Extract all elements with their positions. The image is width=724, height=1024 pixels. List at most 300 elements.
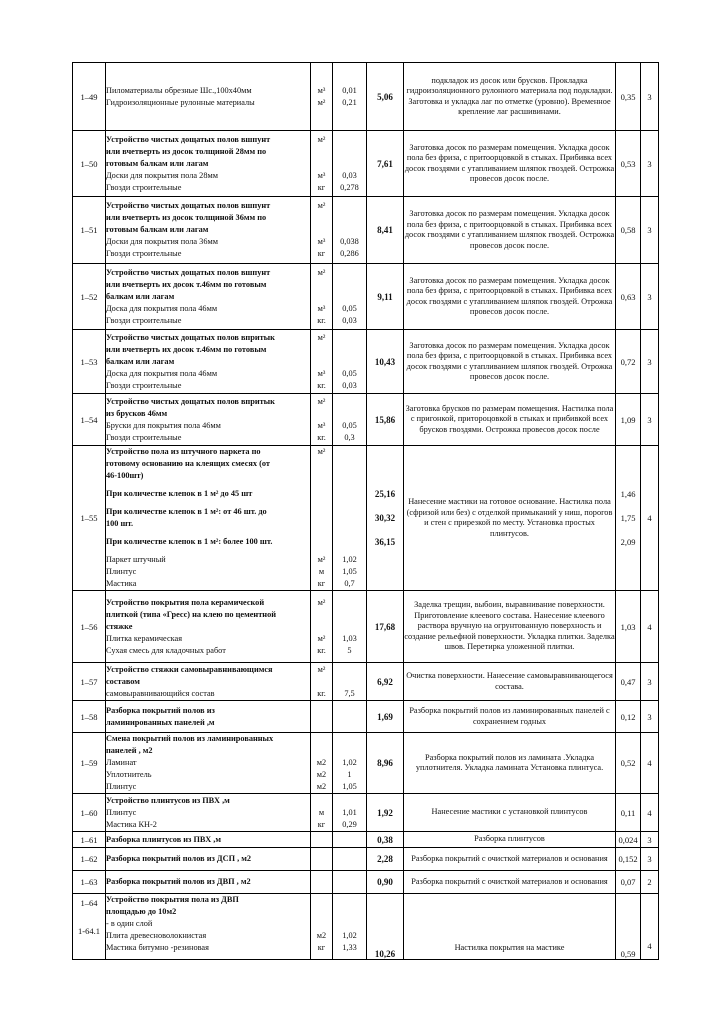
worker-category: 3	[641, 264, 659, 330]
unit-value	[311, 853, 332, 865]
quantity-lines	[333, 134, 366, 194]
quantity-value: 1	[347, 770, 352, 779]
unit-value: м2	[316, 931, 327, 940]
item-code: 1–52	[73, 264, 106, 330]
unit-value: м³	[317, 237, 326, 246]
quantity-value: 1,02	[342, 555, 357, 564]
item-units	[311, 794, 333, 832]
table-row	[73, 330, 659, 394]
table-row	[73, 848, 659, 871]
unit-value	[311, 834, 332, 846]
description-line: панелей , м2	[106, 746, 153, 755]
item-description	[106, 446, 311, 591]
description-line: Мастика КН-2	[106, 819, 157, 829]
item-units	[311, 591, 333, 663]
time-norm: 8,41	[367, 197, 404, 264]
work-composition: Нанесение мастики на готовое основание. Настилка пола (сфризой или без) с отделкой примыканий у ниш, порогов и стен с прирезкой по месту. Установка простых плинтусов.	[404, 446, 616, 591]
item-code: 1–61	[73, 832, 106, 848]
quantity-value	[333, 609, 366, 621]
item-quantities	[333, 894, 367, 960]
unit-value: кг	[317, 579, 326, 588]
description-lines	[106, 85, 310, 109]
item-quantities	[333, 264, 367, 330]
description-line: Устройство чистых дощатых полов впритык	[106, 396, 275, 406]
item-description	[106, 63, 311, 131]
unit-value: м²	[317, 134, 326, 144]
quantity-value	[333, 664, 366, 676]
work-composition: Нанесение мастики с установкой плинтусов	[404, 794, 616, 832]
quantity-lines	[333, 85, 366, 109]
time-norm-value: 36,15	[374, 537, 396, 547]
unit-lines	[311, 134, 332, 194]
quantity-value	[333, 224, 366, 236]
quantity-lines	[333, 795, 366, 831]
quantity-value	[333, 518, 366, 530]
unit-value: м³	[317, 368, 326, 378]
description-line: При количестве клепок в 1 м²: более 100 шт.	[106, 537, 273, 546]
worker-category: 3	[641, 394, 659, 446]
work-composition: Заделка трещин, выбоин, выравнивание поверхности. Приготовление клеевого состава. Нанесение клеевого раствора вручную на огрунтованную поверхность и создание рельефной поверхности. Укладка плитки. Заделка швов. Перетирка уложенной плитки.	[404, 591, 616, 663]
coefficient-value: 1,46	[620, 489, 636, 499]
description-lines	[106, 705, 310, 729]
unit-value: м2	[316, 770, 327, 779]
time-norm-list	[367, 489, 403, 547]
description-lines	[106, 733, 310, 793]
unit-value	[311, 918, 332, 930]
item-units	[311, 63, 333, 131]
item-quantities	[333, 701, 367, 733]
unit-value	[311, 795, 332, 807]
time-norm-value: 30,32	[374, 513, 396, 523]
description-line: Устройство стяжки самовыравнивающимся	[106, 664, 273, 674]
quantity-value	[333, 717, 366, 729]
description-line: балкам или лагам	[106, 291, 175, 301]
coefficient: 0,53	[616, 131, 641, 197]
description-line: Плинтус	[106, 567, 137, 576]
unit-value: м²	[317, 97, 326, 107]
unit-value: м2	[316, 758, 327, 767]
table-row	[73, 794, 659, 832]
description-line: Устройство чистых дощатых полов вшпунт	[106, 134, 271, 144]
quantity-lines	[333, 597, 366, 657]
work-composition: Разборка покрытий с очисткой материалов и основания	[404, 848, 616, 871]
unit-value: кг.	[317, 315, 326, 325]
unit-value: м	[318, 807, 325, 817]
description-lines	[106, 396, 310, 444]
quantity-value: 0,01	[342, 85, 357, 95]
quantity-value: 5	[347, 645, 352, 655]
quantity-lines	[333, 446, 366, 590]
unit-value: м²	[317, 597, 326, 607]
unit-lines	[311, 894, 332, 954]
time-norm: 7,61	[367, 131, 404, 197]
unit-value: кг.	[317, 432, 326, 442]
unit-value	[311, 621, 332, 633]
quantity-value	[333, 158, 366, 170]
item-code: 1–57	[73, 663, 106, 701]
table-row	[73, 733, 659, 794]
quantity-value	[333, 834, 366, 846]
item-description	[106, 701, 311, 733]
time-norm: 9,11	[367, 264, 404, 330]
unit-value	[311, 158, 332, 170]
work-composition: Разборка плинтусов	[404, 832, 616, 848]
description-line: Ламинат	[106, 758, 137, 767]
description-lines	[106, 853, 310, 865]
unit-value	[311, 344, 332, 356]
unit-lines	[311, 200, 332, 260]
description-lines	[106, 134, 310, 194]
norms-table-body	[73, 63, 659, 960]
quantity-value	[333, 134, 366, 146]
item-units	[311, 663, 333, 701]
item-description	[106, 894, 311, 960]
item-quantities	[333, 591, 367, 663]
quantity-value	[333, 344, 366, 356]
unit-value	[311, 470, 332, 482]
quantity-value: 7,5	[344, 688, 355, 698]
item-code: 1–51	[73, 197, 106, 264]
quantity-value: 1,05	[342, 567, 357, 576]
quantity-value	[333, 597, 366, 609]
description-line: Устройство пола из штучного паркета по	[106, 447, 261, 456]
quantity-value	[333, 146, 366, 158]
description-line: составом	[106, 676, 140, 686]
table-row	[73, 197, 659, 264]
quantity-value: 0,278	[340, 182, 359, 192]
time-norm: 0,38	[367, 832, 404, 848]
description-line: или вчетверть из досок толщиной 28мм по	[106, 146, 267, 156]
item-description	[106, 591, 311, 663]
worker-category: 4	[641, 794, 659, 832]
coefficient: 0,152	[616, 848, 641, 871]
item-units	[311, 330, 333, 394]
item-code	[73, 894, 106, 960]
description-line: Устройство чистых дощатых полов вшпунт	[106, 201, 271, 210]
unit-value: м²	[317, 664, 326, 674]
work-composition: Разборка покрытий с очисткой материалов и основания	[404, 871, 616, 894]
unit-value	[311, 609, 332, 621]
quantity-value: 0,21	[342, 97, 357, 107]
item-units	[311, 197, 333, 264]
quantity-value: 0,05	[342, 420, 357, 430]
item-description	[106, 394, 311, 446]
item-quantities	[333, 733, 367, 794]
coefficient: 0,07	[616, 871, 641, 894]
quantity-value: 1,33	[342, 943, 357, 952]
worker-category: 3	[641, 701, 659, 733]
work-composition: Очистка поверхности. Нанесение самовыравнивающегося состава.	[404, 663, 616, 701]
quantity-value	[333, 267, 366, 279]
item-units	[311, 446, 333, 591]
quantity-value	[333, 446, 366, 458]
time-norm: 10,26	[367, 894, 404, 960]
description-line: Устройство чистых дощатых полов вшпунт	[106, 267, 271, 277]
quantity-value: 0,03	[342, 315, 357, 325]
item-code: 1–60	[73, 794, 106, 832]
unit-value	[311, 506, 332, 518]
coefficient: 0,58	[616, 197, 641, 264]
description-line: Плита древесноволокнистая	[106, 931, 207, 940]
time-norm: 8,96	[367, 733, 404, 794]
unit-value: м²	[317, 447, 326, 456]
unit-value: м²	[317, 396, 326, 406]
unit-lines	[311, 795, 332, 831]
description-line: из брусков 46мм	[106, 408, 168, 418]
worker-category: 4	[641, 446, 659, 591]
description-lines	[106, 876, 310, 888]
description-line: Доски для покрытия пола 28мм	[106, 170, 218, 180]
quantity-value: 1,03	[342, 633, 357, 643]
quantity-value	[333, 212, 366, 224]
unit-value: кг	[317, 182, 326, 192]
quantity-value	[333, 458, 366, 470]
item-units	[311, 848, 333, 871]
item-quantities	[333, 871, 367, 894]
worker-category: 3	[641, 197, 659, 264]
coefficient: 0,12	[616, 701, 641, 733]
quantity-value	[333, 733, 366, 745]
coefficient	[616, 446, 641, 591]
work-composition: Заготовка досок по размерам помещения. Укладка досок пола без фриза, с притоорцовкой в стыках. Прибивка всех досок гвоздями с утапливанием шляпок гвоздей. Острожка провесов досок после.	[404, 131, 616, 197]
description-line: Гвозди строительные	[106, 182, 182, 192]
quantity-lines	[333, 267, 366, 327]
coefficient: 0,72	[616, 330, 641, 394]
quantity-value: 0,05	[342, 368, 357, 378]
unit-value	[311, 224, 332, 236]
unit-value: кг.	[317, 688, 326, 698]
description-lines	[106, 894, 310, 954]
worker-category: 3	[641, 330, 659, 394]
description-line: или вчетверть их досок т.46мм по готовым	[106, 279, 267, 289]
table-row	[73, 894, 659, 960]
time-norm: 17,68	[367, 591, 404, 663]
unit-value: кг	[317, 819, 326, 829]
work-composition: Заготовка досок по размерам помещения. Укладка досок пола без фриза, с притоорцовкой в стыках. Прибивка всех досок гвоздями с утапливанием шляпок гвоздей. Острожка провесов досок после.	[404, 197, 616, 264]
description-line: 100 шт.	[106, 519, 134, 528]
table-row	[73, 701, 659, 733]
table-row	[73, 394, 659, 446]
item-code-sub: 1-64.1	[78, 926, 100, 936]
item-description	[106, 663, 311, 701]
description-line: Гидроизоляционные рулонные материалы	[106, 97, 255, 107]
unit-value	[311, 733, 332, 745]
time-norm: 15,86	[367, 394, 404, 446]
coefficient: 0,35	[616, 63, 641, 131]
quantity-value: 0,286	[340, 249, 359, 258]
unit-value	[311, 536, 332, 548]
unit-lines	[311, 834, 332, 846]
unit-lines	[311, 733, 332, 793]
item-description	[106, 733, 311, 794]
item-units	[311, 131, 333, 197]
item-code: 1–58	[73, 701, 106, 733]
quantity-lines	[333, 894, 366, 954]
table-row	[73, 871, 659, 894]
table-row	[73, 264, 659, 330]
quantity-lines	[333, 664, 366, 700]
work-composition: Разборка покрытий полов из ламината .Укладка уплотнителя. Укладка ламината Установка плинтуса.	[404, 733, 616, 794]
work-composition: Разборка покрытий полов из ламинированных панелей с сохранением годных	[404, 701, 616, 733]
unit-lines	[311, 705, 332, 729]
item-quantities	[333, 832, 367, 848]
unit-value: м	[318, 567, 325, 576]
unit-lines	[311, 396, 332, 444]
quantity-lines	[333, 705, 366, 729]
description-line: При количестве клепок в 1 м² до 45 шт	[106, 489, 253, 498]
unit-value	[311, 458, 332, 470]
description-line: Устройство плинтусов из ПВХ ,м	[106, 795, 230, 805]
description-line: или вчетверть их досок т.46мм по готовым	[106, 344, 267, 354]
quantity-value: 0,3	[344, 432, 355, 442]
worker-category: 3	[641, 663, 659, 701]
worker-category: 3	[641, 63, 659, 131]
item-description	[106, 264, 311, 330]
description-line: Разборка покрытий полов из	[106, 705, 215, 715]
description-line: Гвозди строительные	[106, 249, 182, 258]
item-code: 1–53	[73, 330, 106, 394]
description-line: Разборка покрытий полов из ДСП , м2	[106, 854, 252, 863]
item-quantities	[333, 848, 367, 871]
quantity-value	[333, 396, 366, 408]
item-code: 1–63	[73, 871, 106, 894]
work-composition: Настилка покрытия на мастике	[404, 894, 616, 960]
coefficient: 0,59	[616, 894, 641, 960]
unit-lines	[311, 597, 332, 657]
unit-value	[311, 146, 332, 158]
item-code: 1–54	[73, 394, 106, 446]
unit-value: кг	[317, 943, 326, 952]
quantity-value	[333, 894, 366, 906]
quantity-value	[333, 488, 366, 500]
unit-value: кг.	[317, 645, 326, 655]
quantity-value: 0,29	[342, 819, 357, 829]
item-description	[106, 131, 311, 197]
table-row	[73, 663, 659, 701]
description-line: Пиломатериалы обрезные Шс.,100х40мм	[106, 85, 252, 95]
quantity-value	[333, 621, 366, 633]
table-row	[73, 131, 659, 197]
item-units	[311, 871, 333, 894]
unit-lines	[311, 876, 332, 888]
quantity-lines	[333, 853, 366, 865]
work-composition: Заготовка брусков по размерам помещения. Настилка пола с пригонкой, притороцовкой в стыках и прибивкой всех брусков гвоздями. Острожка провесов досок после	[404, 394, 616, 446]
unit-value	[311, 745, 332, 757]
description-lines	[106, 834, 310, 846]
time-norm-value: 25,16	[374, 489, 396, 499]
item-quantities	[333, 394, 367, 446]
unit-value	[311, 488, 332, 500]
unit-value	[311, 518, 332, 530]
quantity-value	[333, 536, 366, 548]
description-line: самовыравнивающийся состав	[106, 688, 215, 698]
coefficient: 0,024	[616, 832, 641, 848]
unit-value	[311, 717, 332, 729]
item-code: 1–49	[73, 63, 106, 131]
item-code: 1–59	[73, 733, 106, 794]
coefficient: 0,63	[616, 264, 641, 330]
table-row	[73, 63, 659, 131]
item-code: 1–50	[73, 131, 106, 197]
quantity-value	[333, 795, 366, 807]
description-lines	[106, 200, 310, 260]
coefficient-value: 2,09	[620, 537, 636, 547]
quantity-value: 1,02	[342, 758, 357, 767]
quantity-lines	[333, 396, 366, 444]
unit-value: м²	[317, 555, 326, 564]
unit-value: кг.	[317, 380, 326, 390]
unit-value	[311, 876, 332, 888]
coefficient: 1,09	[616, 394, 641, 446]
description-line: - в один слой	[106, 919, 153, 928]
unit-value	[311, 279, 332, 291]
table-row	[73, 446, 659, 591]
unit-value: м³	[317, 420, 326, 430]
unit-value: м²	[317, 633, 326, 643]
unit-value	[311, 291, 332, 303]
item-description	[106, 330, 311, 394]
unit-value: кг	[317, 249, 326, 258]
description-line: Бруски для покрытия пола 46мм	[106, 420, 221, 430]
item-quantities	[333, 794, 367, 832]
work-composition: Заготовка досок по размерам помещения. Укладка досок пола без фриза, с притоорцовкой в стыках. Прибивка всех досок гвоздями с утапливанием шляпок гвоздей. Отрожка провесов досок после.	[404, 264, 616, 330]
unit-value	[311, 906, 332, 918]
worker-category: 4	[641, 591, 659, 663]
quantity-value	[333, 332, 366, 344]
unit-value	[311, 894, 332, 906]
table-row	[73, 591, 659, 663]
quantity-lines	[333, 733, 366, 793]
time-norm: 2,28	[367, 848, 404, 871]
quantity-value	[333, 853, 366, 865]
quantity-value	[333, 918, 366, 930]
worker-category: 4	[641, 733, 659, 794]
quantity-lines	[333, 834, 366, 846]
quantity-value	[333, 676, 366, 688]
time-norm: 10,43	[367, 330, 404, 394]
description-line: балкам или лагам	[106, 356, 175, 366]
item-quantities	[333, 63, 367, 131]
item-description	[106, 848, 311, 871]
description-line: Доски для покрытия пола 36мм	[106, 237, 218, 246]
item-description	[106, 832, 311, 848]
quantity-value: 0,05	[342, 303, 357, 313]
coefficient-list	[616, 489, 640, 547]
unit-value	[311, 356, 332, 368]
time-norm: 6,92	[367, 663, 404, 701]
item-units	[311, 894, 333, 960]
description-line: Доска для покрытия пола 46мм	[106, 368, 218, 378]
quantity-lines	[333, 876, 366, 888]
description-line: или вчетверть из досок толщиной 36мм по	[106, 213, 267, 222]
quantity-value: 0,03	[342, 380, 357, 390]
quantity-lines	[333, 200, 366, 260]
quantity-value	[333, 745, 366, 757]
unit-value: м2	[316, 782, 327, 791]
description-line: плиткой (типа «Гресс) на клею по цементной	[106, 609, 276, 619]
time-norm	[367, 446, 404, 591]
description-lines	[106, 446, 310, 590]
worker-category: 2	[641, 871, 659, 894]
time-norm: 1,69	[367, 701, 404, 733]
description-line: Гвозди строительные	[106, 380, 182, 390]
quantity-value	[333, 408, 366, 420]
description-line: готовым балкам или лагам	[106, 158, 209, 168]
time-norm: 1,92	[367, 794, 404, 832]
norms-table	[72, 62, 659, 960]
description-line: При количестве клепок в 1 м²: от 46 шт. до	[106, 507, 267, 516]
description-line: 46-100шт)	[106, 471, 144, 480]
